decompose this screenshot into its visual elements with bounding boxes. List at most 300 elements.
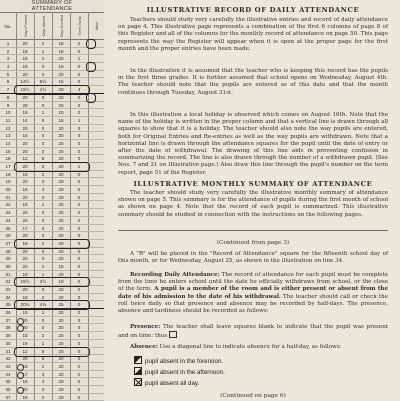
table-cell: 0 <box>77 179 81 185</box>
column-header-3 <box>52 12 70 40</box>
row-number: 28 <box>5 248 11 254</box>
table-cell: 25 <box>58 302 64 308</box>
table-cell: 1½ <box>39 87 47 93</box>
row-number: 42 <box>5 356 11 362</box>
table-cell: 0 <box>77 210 81 216</box>
table-row <box>0 125 104 133</box>
summary-rows <box>0 40 104 401</box>
table-cell: 0 <box>77 171 81 177</box>
table-cell: 0 <box>77 294 81 300</box>
row-number: 2 <box>6 48 10 54</box>
table-row <box>0 240 104 248</box>
table-row <box>0 301 104 309</box>
table-cell: 0 <box>77 79 81 85</box>
continued-from-label: (Continued from page 3) <box>216 240 290 246</box>
column-header-2 <box>34 12 52 40</box>
table-cell: 20 <box>58 340 64 346</box>
monthly-paragraph-1: The teacher should study very carefully the illustrative monthly summary of attendance shown on page 5. This summary is for the attendance of pupils during the first month of school as shown on page 4. Note that the record of each pupil is summarized. This illustrative summary should be studied in connection with the instructions on the following pages. <box>118 190 388 218</box>
table-cell: 2 <box>41 394 45 400</box>
row-number: 20 <box>5 187 11 193</box>
table-cell: 20 <box>22 356 28 362</box>
table-row <box>0 171 104 179</box>
table-cell: 1 <box>41 271 45 277</box>
table-cell: 4 <box>77 87 81 93</box>
row-number: 36 <box>5 310 11 316</box>
table-row <box>0 263 104 271</box>
table-cell: 19 <box>58 64 64 70</box>
table-cell: 2 <box>41 56 45 62</box>
recording-text: The record of attendance for each pupil must be complete from the time he enters school until the date he officially withdraws from school, or the close of the term. <box>118 272 389 293</box>
table-cell: 0 <box>77 317 81 323</box>
row-number: 27 <box>5 240 11 246</box>
row-number: 3 <box>6 56 10 62</box>
table-cell: 20 <box>58 356 64 362</box>
table-cell: 20 <box>22 317 28 323</box>
table-cell: 0 <box>77 194 81 200</box>
table-cell: 15 <box>58 79 64 85</box>
table-cell: 1 <box>77 117 81 123</box>
table-cell: 20 <box>58 294 64 300</box>
table-cell: 0 <box>77 71 81 77</box>
table-cell: 0 <box>77 225 81 231</box>
table-cell: 0 <box>41 64 45 70</box>
table-cell: 20 <box>58 71 64 77</box>
table-row <box>0 201 104 209</box>
table-cell: 0 <box>77 394 81 400</box>
row-number: 24 <box>5 217 11 223</box>
summary-title-line1: SUMMARY OF <box>31 0 73 6</box>
table-cell: 19 <box>22 310 28 316</box>
table-cell: 0 <box>77 386 81 392</box>
table-cell: 0 <box>77 287 81 292</box>
table-cell: 0 <box>41 148 45 154</box>
summary-title <box>0 0 104 12</box>
table-cell: 20 <box>22 248 28 254</box>
row-number: 14 <box>5 140 11 146</box>
row-number: 11 <box>5 117 11 123</box>
table-cell: 0 <box>77 217 81 223</box>
table-cell: 16 <box>22 133 28 139</box>
table-cell: 0 <box>77 279 81 285</box>
afternoon-absence-square-icon <box>134 367 142 375</box>
table-row <box>0 140 104 148</box>
table-row <box>0 332 104 340</box>
table-cell: 0 <box>41 233 45 239</box>
presence-paragraph <box>118 324 388 340</box>
continued-paragraph-1: A "R" will be placed in the "Record of Attendance" square for the fifteenth school day of this month, or for Wednesday, August 25, as shown in the illustration on line 34. <box>118 251 388 265</box>
table-cell: 20 <box>58 394 64 400</box>
table-row <box>0 255 104 263</box>
table-cell: 0 <box>41 125 45 131</box>
table-cell: 0 <box>77 363 81 369</box>
recording-heading: Recording Daily Attendance: <box>130 272 220 278</box>
table-cell: 20 <box>58 102 64 108</box>
table-cell: 0 <box>41 210 45 216</box>
table-cell: 0 <box>77 356 81 362</box>
table-row <box>0 217 104 225</box>
table-cell: 0 <box>77 333 81 339</box>
table-cell: 15½ <box>20 87 30 93</box>
table-cell: 14½ <box>20 79 30 85</box>
table-cell: 1 <box>77 164 81 169</box>
table-cell: 20 <box>58 386 64 392</box>
row-number: 7 <box>6 87 10 93</box>
forenoon-absence-square-icon <box>134 356 142 364</box>
table-cell: 19 <box>22 48 28 54</box>
row-number: 15 <box>5 148 11 154</box>
recording-membership-rule: A pupil is a member of the room and is either present or absent from the date of his admission to the date of his withdrawal. <box>118 286 388 300</box>
table-row <box>0 40 104 48</box>
legend-forenoon <box>134 356 223 365</box>
blank-square-icon <box>169 331 177 338</box>
table-cell: 20 <box>22 41 28 46</box>
table-row <box>0 286 104 294</box>
row-number: 37 <box>5 317 11 323</box>
table-cell: 2 <box>41 333 45 339</box>
all-day-absence-square-icon <box>134 378 142 386</box>
table-row <box>0 363 104 371</box>
table-row <box>0 102 104 110</box>
row-number: 44 <box>5 371 11 377</box>
table-cell: 18 <box>22 240 28 246</box>
table-cell: 0 <box>77 187 81 193</box>
table-cell: 0 <box>77 256 81 262</box>
row-number: 41 <box>5 348 11 354</box>
table-cell: 20 <box>58 333 64 339</box>
table-cell: 20 <box>58 125 64 131</box>
table-row <box>0 48 104 56</box>
table-cell: 0 <box>41 179 45 185</box>
table-cell: 20½ <box>20 302 30 308</box>
absence-paragraph <box>118 344 388 351</box>
table-cell: 0 <box>77 48 81 54</box>
table-cell: 20 <box>58 256 64 262</box>
column-header-4-label: Times Tardy <box>77 16 82 36</box>
row-number: 23 <box>5 210 11 216</box>
table-cell: 0 <box>77 140 81 146</box>
table-cell: 8 <box>41 156 45 162</box>
table-row <box>0 378 104 386</box>
table-cell: 0 <box>41 94 45 100</box>
table-cell: 20 <box>58 179 64 185</box>
row-number: 46 <box>5 386 11 392</box>
daily-paragraph-3: In this illustration a local holiday is observed which comes on August 16th. Note that the name of the holiday is written in the proper column and that a vertical line is drawn through all squares to show that it is a holiday. The teacher should also note the way pupils are entered, both for Original Entries and Re-entries as well as the way pupils are withdrawn. Note that a horizontal line is drawn through the attendance squares for the pupil until the date of entry or after the date of withdrawal. The drawing of this line aids in preventing confusion in summarizing the record. The line is also drawn through the number of a withdrawn pupil. (See Nos. 7 and 21 on Illustrative page.) Also draw this line through the pupil's number on the term report, page 51 of the Register. <box>118 112 388 176</box>
table-cell: 0 <box>77 64 81 70</box>
row-number: 35 <box>5 302 11 308</box>
table-cell: 19 <box>22 340 28 346</box>
row-number: 1 <box>6 41 10 46</box>
table-cell: 0 <box>41 256 45 262</box>
instructions-page <box>104 0 400 400</box>
table-row <box>0 109 104 117</box>
absence-text: Use a diagonal line to indicate absence for a half-day, as follows: <box>157 344 342 350</box>
table-cell: 20 <box>58 87 64 93</box>
legend-forenoon-label: pupil absent in the forenoon. <box>145 358 224 365</box>
monthly-summary-heading: ILLUSTRATIVE MONTHLY SUMMARY OF ATTENDANCE <box>133 180 373 188</box>
table-cell: 20 <box>58 310 64 316</box>
row-number: 12 <box>5 125 11 131</box>
table-row <box>0 317 104 325</box>
table-cell: 5½ <box>39 79 47 85</box>
table-cell: 20 <box>58 363 64 369</box>
table-cell: 4½ <box>39 302 47 308</box>
column-header-number: No. <box>0 12 16 40</box>
column-header-3-label: Days Enrolled <box>59 14 64 38</box>
row-number: 31 <box>5 271 11 277</box>
row-number: 6 <box>6 79 10 85</box>
table-cell: 20 <box>58 325 64 331</box>
table-row <box>0 148 104 156</box>
table-cell: 17 <box>22 225 28 231</box>
table-row <box>0 186 104 194</box>
row-number: 22 <box>5 202 11 208</box>
table-row <box>0 386 104 394</box>
row-number: 43 <box>5 363 11 369</box>
table-cell: 20 <box>58 287 64 292</box>
row-number: 19 <box>5 179 11 185</box>
table-cell: 0 <box>41 71 45 77</box>
table-cell: 20 <box>58 94 64 100</box>
daily-attendance-heading: ILLUSTRATIVE RECORD OF DAILY ATTENDANCE <box>146 6 360 14</box>
table-cell: 20 <box>22 194 28 200</box>
section-divider <box>118 230 388 231</box>
row-number: 16 <box>5 156 11 162</box>
table-cell: 0 <box>41 386 45 392</box>
table-cell: 20 <box>58 348 64 354</box>
table-cell: 20 <box>22 263 28 269</box>
table-cell: 20 <box>58 156 64 162</box>
table-cell: 0 <box>41 217 45 223</box>
row-number: 18 <box>5 171 11 177</box>
table-cell: 20 <box>58 240 64 246</box>
row-number: 10 <box>5 110 11 116</box>
row-number: 21 <box>5 194 11 200</box>
column-header-2-label: Days Absent <box>41 15 46 37</box>
table-cell: 20 <box>22 164 28 169</box>
row-number: 32 <box>5 279 11 285</box>
table-cell: 0 <box>77 371 81 377</box>
table-cell: 20 <box>58 271 64 277</box>
table-cell: 0 <box>77 233 81 239</box>
continued-on-label: (Continued on page 6) <box>220 393 286 399</box>
table-cell: 19 <box>22 110 28 116</box>
table-row <box>0 355 104 363</box>
table-cell: 16 <box>22 379 28 385</box>
table-cell: 0 <box>77 348 81 354</box>
table-cell: 20 <box>58 133 64 139</box>
table-cell: 20 <box>58 379 64 385</box>
table-cell: 20 <box>22 287 28 292</box>
row-number: 5 <box>6 71 10 77</box>
table-cell: 18 <box>22 171 28 177</box>
table-cell: 20 <box>58 164 64 169</box>
legend-all-day-label: pupil absent all day. <box>145 380 200 387</box>
table-cell: 0 <box>41 248 45 254</box>
table-cell: 18 <box>22 394 28 400</box>
table-cell: 20 <box>58 56 64 62</box>
table-cell: 8 <box>41 348 45 354</box>
column-header-1 <box>16 12 34 40</box>
legend-all-day <box>134 378 199 387</box>
table-cell: 4 <box>41 187 45 193</box>
row-number: 33 <box>5 287 11 292</box>
table-row <box>0 132 104 140</box>
table-cell: 2 <box>41 41 45 46</box>
table-cell: 20 <box>58 171 64 177</box>
table-cell: 0 <box>77 148 81 154</box>
table-cell: 20 <box>22 386 28 392</box>
legend-afternoon <box>134 367 225 376</box>
table-cell: 20 <box>22 179 28 185</box>
table-row <box>0 94 104 102</box>
row-number: 26 <box>5 233 11 239</box>
table-cell: 20 <box>22 102 28 108</box>
summary-title-line2: ATTENDANCE <box>31 6 73 12</box>
table-cell: 20 <box>58 233 64 239</box>
table-row <box>0 225 104 233</box>
table-cell: 14 <box>22 117 28 123</box>
table-cell: 2 <box>41 263 45 269</box>
table-cell: 20 <box>58 187 64 193</box>
absence-heading: Absence: <box>130 344 158 350</box>
table-cell: 2 <box>41 240 45 246</box>
table-cell: 20 <box>58 148 64 154</box>
table-cell: 12 <box>22 348 28 354</box>
daily-paragraph-2: In the illustration it is assumed that the teacher who is keeping this record has the pupils in the first three grades. It is further assumed that school opens on Wednesday, August 4th. The teacher should note that the pupils are entered as of this date and that the month continues through Tuesday, August 31st. <box>118 68 388 96</box>
table-row <box>0 309 104 317</box>
table-cell: 20 <box>58 217 64 223</box>
row-number: 30 <box>5 263 11 269</box>
table-cell: 6 <box>41 117 45 123</box>
row-number: 39 <box>5 333 11 339</box>
table-cell: 0 <box>77 248 81 254</box>
table-cell: 1 <box>77 56 81 62</box>
table-cell: 20 <box>22 94 28 100</box>
table-cell: 0 <box>41 102 45 108</box>
table-cell: 0 <box>41 356 45 362</box>
table-cell: 18 <box>58 48 64 54</box>
legend-afternoon-label: pupil absent in the afternoon. <box>145 369 225 376</box>
column-header-1-label: Days Present <box>23 15 28 37</box>
row-number: 40 <box>5 340 11 346</box>
row-number: 4 <box>6 64 10 70</box>
table-cell: 20 <box>58 225 64 231</box>
table-row <box>0 194 104 202</box>
table-cell: 18 <box>58 117 64 123</box>
table-row <box>0 63 104 71</box>
table-cell: 2 <box>41 171 45 177</box>
table-cell: 20 <box>58 202 64 208</box>
table-cell: 0 <box>41 325 45 331</box>
table-cell: 4 <box>41 133 45 139</box>
table-cell: 20 <box>58 210 64 216</box>
table-cell: 20 <box>58 140 64 146</box>
table-cell: 0 <box>41 287 45 292</box>
column-header-4 <box>70 12 88 40</box>
table-cell: 20 <box>58 317 64 323</box>
row-number: 34 <box>5 294 11 300</box>
table-cell: 20 <box>58 248 64 254</box>
presence-heading: Presence: <box>130 324 161 330</box>
row-number: 29 <box>5 256 11 262</box>
table-cell: 20 <box>22 125 28 131</box>
table-cell: 0 <box>77 310 81 316</box>
table-cell: 0 <box>41 140 45 146</box>
table-cell: 3 <box>41 371 45 377</box>
column-header-5-label: Mark <box>94 22 99 30</box>
table-row <box>0 348 104 356</box>
table-cell: 0 <box>41 194 45 200</box>
table-cell: 20 <box>22 217 28 223</box>
table-cell: 20 <box>22 148 28 154</box>
table-cell: 18 <box>58 263 64 269</box>
table-cell: 20 <box>58 194 64 200</box>
table-row <box>0 248 104 256</box>
table-row <box>0 178 104 186</box>
row-number: 38 <box>5 325 11 331</box>
table-cell: 0 <box>77 133 81 139</box>
column-header-5 <box>88 12 104 40</box>
table-cell: 0 <box>77 110 81 116</box>
row-number: 13 <box>5 133 11 139</box>
table-cell: 0 <box>41 164 45 169</box>
table-cell: 0 <box>77 302 81 308</box>
daily-paragraph-1: Teachers should study very carefully the illustrative entries and record of daily attendance on page 4. This illustrative page represents a combination of the first 6 columns of page 8 of this Register and all of the columns for the monthly record of attendance on page 50. This page represents the way the Register will appear when it is open at the proper page for the first month and the proper entries have been made. <box>118 17 388 52</box>
table-cell: 2 <box>41 294 45 300</box>
table-cell: 1 <box>41 202 45 208</box>
row-number: 17 <box>5 164 11 169</box>
table-cell: 0 <box>77 240 81 246</box>
table-row <box>0 71 104 79</box>
table-cell: 20 <box>58 371 64 377</box>
table-cell: 20 <box>22 71 28 77</box>
table-cell: 18 <box>58 41 64 46</box>
table-cell: 0 <box>77 156 81 162</box>
table-cell: 20 <box>58 110 64 116</box>
table-cell: 0 <box>77 271 81 277</box>
table-cell: 0 <box>77 340 81 346</box>
table-cell: 19 <box>58 279 64 285</box>
table-row <box>0 209 104 217</box>
attendance-summary-table <box>0 0 105 400</box>
table-cell: 15½ <box>20 279 30 285</box>
row-number: 25 <box>5 225 11 231</box>
row-number: 9 <box>6 102 10 108</box>
table-cell: 2 <box>41 363 45 369</box>
row-number: 45 <box>5 379 11 385</box>
table-cell: 1 <box>41 48 45 54</box>
table-cell: 12 <box>22 156 28 162</box>
table-cell: 19 <box>22 64 28 70</box>
table-row <box>0 371 104 379</box>
table-cell: 3 <box>41 225 45 231</box>
table-cell: 20 <box>22 233 28 239</box>
table-cell: 0 <box>77 102 81 108</box>
table-cell: 0 <box>77 125 81 131</box>
table-cell: 19 <box>22 271 28 277</box>
table-cell: 18 <box>22 363 28 369</box>
table-cell: 0 <box>77 379 81 385</box>
table-cell: 20 <box>22 256 28 262</box>
table-cell: 1 <box>41 340 45 346</box>
recording-daily-attendance-paragraph <box>118 272 388 315</box>
table-cell: 20 <box>22 325 28 331</box>
table-cell: 0 <box>41 317 45 323</box>
table-cell: 16 <box>22 187 28 193</box>
table-cell: 0 <box>77 263 81 269</box>
table-cell: 20 <box>22 210 28 216</box>
table-cell: 1 <box>41 110 45 116</box>
